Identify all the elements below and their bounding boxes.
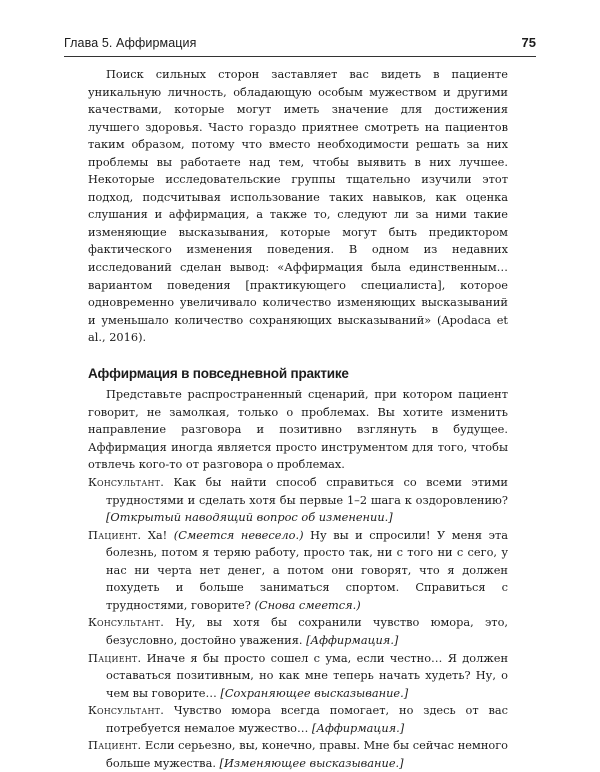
speaker-label: Пациент. bbox=[88, 650, 142, 665]
dialogue-text: Ха! bbox=[147, 527, 168, 542]
page-body bbox=[88, 66, 508, 772]
dialogue-text: Ну вы и спросили! У меня эта болезнь, потом я теряю работу, просто так, ни с того ни с сего, у нас ни черта нет денег, а потом они говорят, что я должен похудеть и больше заниматься спортом. Справиться с трудностями, говорите? bbox=[106, 527, 508, 612]
speaker-label: Пациент. bbox=[88, 527, 142, 542]
dialogue-text: Ну, вы хотя бы сохранили чувство юмора, это, безусловно, достойно уважения. bbox=[106, 615, 509, 647]
chapter-title: Глава 5. Аффирмация bbox=[64, 36, 197, 50]
running-header bbox=[64, 36, 536, 57]
annotation: [Аффирмация.] bbox=[306, 632, 399, 647]
dialogue-turn-1 bbox=[88, 474, 508, 527]
speaker-label: Консультант. bbox=[88, 615, 164, 630]
speaker-label: Консультант. bbox=[88, 703, 164, 718]
annotation: [Открытый наводящий вопрос об изменении.] bbox=[106, 510, 393, 525]
annotation: [Аффирмация.] bbox=[311, 720, 405, 735]
dialogue-turn-6 bbox=[88, 737, 508, 772]
dialogue-text: Иначе я бы просто сошел с ума, если честно… Я должен оставаться позитивным, но как мне теперь начать худеть? Ну, о чем вы говорите… bbox=[106, 650, 509, 700]
dialogue-turn-4 bbox=[88, 650, 508, 703]
dialogue-turn-5 bbox=[88, 702, 508, 737]
dialogue-turn-3 bbox=[88, 614, 508, 649]
annotation: [Сохраняющее высказывание.] bbox=[220, 685, 409, 700]
dialogue-text: Чувство юмора всегда помогает, но здесь от вас потребуется немалое мужество… bbox=[106, 703, 508, 735]
speaker-label: Пациент. bbox=[88, 738, 142, 753]
body-paragraph-2: Представьте распространенный сценарий, при котором пациент говорит, не замолкая, только о проблемах. Вы хотите изменить направление разговора и позитивно взглянуть в будущее. Аффирмация иногда является просто инструментом для того, чтобы отвлечь кого-то от разговора о проблемах. bbox=[88, 387, 508, 472]
body-paragraph-1: Поиск сильных сторон заставляет вас видеть в пациенте уникальную личность, обладающую особым мужеством и другими качествами, которые могут иметь значение для достижения лучшего здоровья. Часто гораздо приятнее смотреть на пациентов таким образом, потому что вместо необходимости решать за них проблемы вы работаете над тем, чтобы выявить в них лучшее. Некоторые исследовательские группы тщательно изучили этот подход, подсчитывая использование таких навыков, как оценка слушания и аффирмация, а также то, следуют ли за ними такие изменяющие высказывания, которые могут быть предиктором фактического изменения поведения. В одном из недавних исследований сделан вывод: «Аффирмация была единственным… вариантом поведения [практикующего специалиста], которое одновременно увеличивало количество изменяющих высказываний и уменьшало количество сохраняющих высказываний» (Apodaca et al., 2016). bbox=[88, 67, 508, 345]
section-heading: Аффирмация в повседневной практике bbox=[88, 365, 349, 381]
dialogue-text: Если серьезно, вы, конечно, правы. Мне бы сейчас немного больше мужества. bbox=[106, 738, 509, 770]
annotation: [Изменяющее высказывание.] bbox=[219, 755, 404, 770]
page-number: 75 bbox=[521, 35, 536, 50]
dialogue-text: Как бы найти способ справиться со всеми этими трудностями и сделать хотя бы первые 1–2 шага к оздоровлению? bbox=[106, 475, 508, 507]
stage-direction: (Смеется невесело.) bbox=[173, 527, 304, 542]
dialogue-turn-2 bbox=[88, 527, 508, 615]
stage-direction: (Снова смеется.) bbox=[254, 597, 361, 612]
speaker-label: Консультант. bbox=[88, 475, 164, 490]
